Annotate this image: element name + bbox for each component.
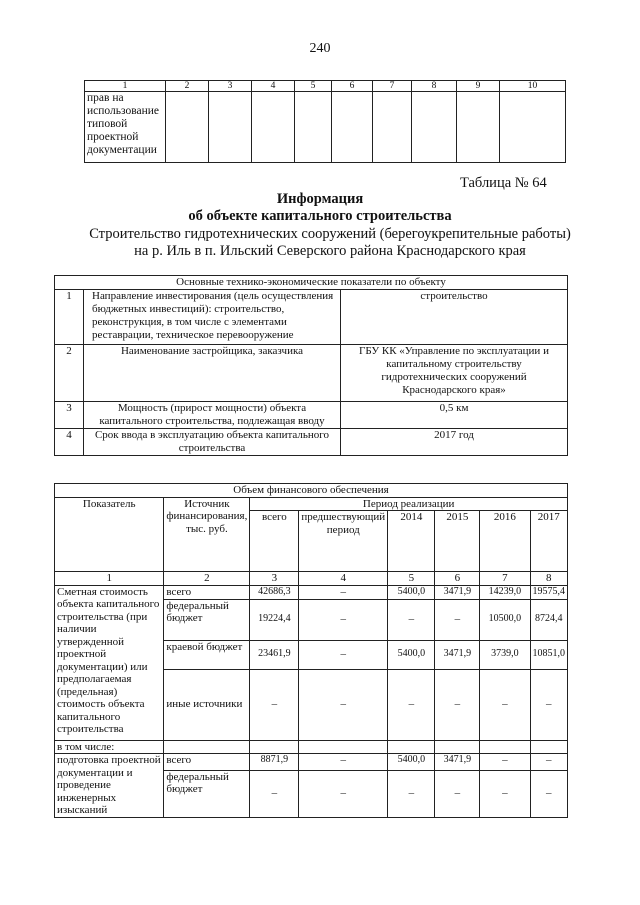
source-label: всего xyxy=(164,754,250,771)
cell-2015: – xyxy=(435,669,480,740)
object-name-line-1: Строительство гидротехнических сооружений (берегоукрепительные работы) xyxy=(89,226,571,242)
table-row xyxy=(55,345,568,402)
row-label: Сметная стоимость объекта капитального строительства (при наличии утвержденной проектной документации) или предполагаемая (предельная) стоимость объекта капитального строительства xyxy=(55,585,164,740)
row-value: 0,5 км xyxy=(341,402,568,429)
col-number: 10 xyxy=(500,81,566,92)
col-indicator-header: Показатель xyxy=(55,497,164,572)
table-header-row xyxy=(55,484,568,498)
row-label: Направление инвестирования (цель осуществления бюджетных инвестиций): строительство, реконструкция, в том числе с элементами реставрации, техническое перевооружение xyxy=(84,290,341,345)
indicators-table xyxy=(54,275,568,456)
table-header-row xyxy=(55,276,568,290)
row-value: ГБУ КК «Управление по эксплуатации и капитальному строительству гидротехнических сооружений Краснодарского края» xyxy=(341,345,568,402)
col-number: 4 xyxy=(299,572,388,586)
cell-2014: 5400,0 xyxy=(388,585,435,599)
cell xyxy=(250,740,299,754)
cell-total: 8871,9 xyxy=(250,754,299,771)
table-row xyxy=(55,754,568,771)
cell-2015: – xyxy=(435,770,480,817)
col-number: 5 xyxy=(295,81,332,92)
cell xyxy=(252,92,295,163)
column-numbers-row xyxy=(55,572,568,586)
cell xyxy=(166,92,209,163)
col-number: 8 xyxy=(412,81,457,92)
col-number: 2 xyxy=(166,81,209,92)
cell-2014: – xyxy=(388,599,435,640)
cell-2017: – xyxy=(530,754,568,771)
cell xyxy=(373,92,412,163)
cell-total: – xyxy=(250,770,299,817)
cell-2017: – xyxy=(530,770,568,817)
row-number: 4 xyxy=(55,429,84,456)
cell-2014: – xyxy=(388,770,435,817)
cell xyxy=(457,92,500,163)
cell-2016: – xyxy=(480,754,530,771)
document-title: Информация xyxy=(276,191,364,207)
cell xyxy=(295,92,332,163)
cell-2015: – xyxy=(435,599,480,640)
col-year-header: 2016 xyxy=(480,511,530,572)
cell xyxy=(500,92,566,163)
col-period-header: Период реализации xyxy=(250,497,568,511)
col-number: 4 xyxy=(252,81,295,92)
col-number: 1 xyxy=(85,81,166,92)
cell-total: 42686,3 xyxy=(250,585,299,599)
cell-2014: 5400,0 xyxy=(388,640,435,669)
cell-2016: 3739,0 xyxy=(480,640,530,669)
cell-2015: 3471,9 xyxy=(435,640,480,669)
table-caption: Таблица № 64 xyxy=(460,175,547,191)
cell xyxy=(435,740,480,754)
cell-total: – xyxy=(250,669,299,740)
table-header: Объем финансового обеспечения xyxy=(55,484,568,498)
object-name-line-2: на р. Иль в п. Ильский Северского района Краснодарского края xyxy=(134,243,526,259)
cell-2016: 10500,0 xyxy=(480,599,530,640)
table-header: Основные технико-экономические показатели по объекту xyxy=(55,276,568,290)
source-label: краевой бюджет xyxy=(164,640,250,669)
table-row xyxy=(55,740,568,754)
col-number: 3 xyxy=(250,572,299,586)
cell-2016: – xyxy=(480,770,530,817)
row-number: 2 xyxy=(55,345,84,402)
financing-table xyxy=(54,483,568,818)
cell-2016: – xyxy=(480,669,530,740)
cell xyxy=(480,740,530,754)
col-number: 6 xyxy=(332,81,373,92)
cell xyxy=(332,92,373,163)
cell-prev: – xyxy=(299,770,388,817)
table-row xyxy=(55,585,568,599)
col-number: 6 xyxy=(435,572,480,586)
cell xyxy=(388,740,435,754)
cell-prev: – xyxy=(299,640,388,669)
cell xyxy=(164,740,250,754)
row-label: Срок ввода в эксплуатацию объекта капитального строительства xyxy=(84,429,341,456)
cell-2015: 3471,9 xyxy=(435,754,480,771)
table-row xyxy=(55,290,568,345)
row-label: Наименование застройщика, заказчика xyxy=(84,345,341,402)
row-number: 1 xyxy=(55,290,84,345)
cell xyxy=(530,740,568,754)
cell-total: 23461,9 xyxy=(250,640,299,669)
col-year-header: 2015 xyxy=(435,511,480,572)
col-number: 3 xyxy=(209,81,252,92)
cell-2015: 3471,9 xyxy=(435,585,480,599)
cell-2014: – xyxy=(388,669,435,740)
cell-2017: 19575,4 xyxy=(530,585,568,599)
cell xyxy=(412,92,457,163)
col-total-header: всего xyxy=(250,511,299,572)
source-label: иные источники xyxy=(164,669,250,740)
cell-2016: 14239,0 xyxy=(480,585,530,599)
col-source-header: Источник финансирования, тыс. руб. xyxy=(164,497,250,572)
cell-2017: – xyxy=(530,669,568,740)
document-subtitle: об объекте капитального строительства xyxy=(188,208,452,224)
table-row xyxy=(85,92,566,163)
cell-prev: – xyxy=(299,599,388,640)
col-prev-period-header: предшествующий период xyxy=(299,511,388,572)
including-label: в том числе: xyxy=(55,740,164,754)
page-number: 240 xyxy=(309,41,331,56)
col-number: 7 xyxy=(480,572,530,586)
col-year-header: 2017 xyxy=(530,511,568,572)
source-label: федеральный бюджет xyxy=(164,599,250,640)
source-label: федеральный бюджет xyxy=(164,770,250,817)
col-number: 7 xyxy=(373,81,412,92)
cell-2017: 10851,0 xyxy=(530,640,568,669)
table-row xyxy=(55,402,568,429)
row-value: строительство xyxy=(341,290,568,345)
cell-prev: – xyxy=(299,669,388,740)
continued-table xyxy=(84,80,566,163)
cell-prev: – xyxy=(299,754,388,771)
col-year-header: 2014 xyxy=(388,511,435,572)
col-number: 5 xyxy=(388,572,435,586)
table-header-row xyxy=(55,497,568,511)
cell-prev: – xyxy=(299,585,388,599)
header-row xyxy=(85,81,566,92)
col-number: 2 xyxy=(164,572,250,586)
row-number: 3 xyxy=(55,402,84,429)
col-number: 1 xyxy=(55,572,164,586)
cell xyxy=(209,92,252,163)
row-label: Мощность (прирост мощности) объекта капитального строительства, подлежащая вводу xyxy=(84,402,341,429)
cell-2014: 5400,0 xyxy=(388,754,435,771)
row-label: прав на использование типовой проектной документации xyxy=(85,92,166,163)
table-row xyxy=(55,429,568,456)
cell-total: 19224,4 xyxy=(250,599,299,640)
col-number: 9 xyxy=(457,81,500,92)
cell-2017: 8724,4 xyxy=(530,599,568,640)
cell xyxy=(299,740,388,754)
row-label: подготовка проектной документации и проведение инженерных изысканий xyxy=(55,754,164,818)
row-value: 2017 год xyxy=(341,429,568,456)
col-number: 8 xyxy=(530,572,568,586)
source-label: всего xyxy=(164,585,250,599)
